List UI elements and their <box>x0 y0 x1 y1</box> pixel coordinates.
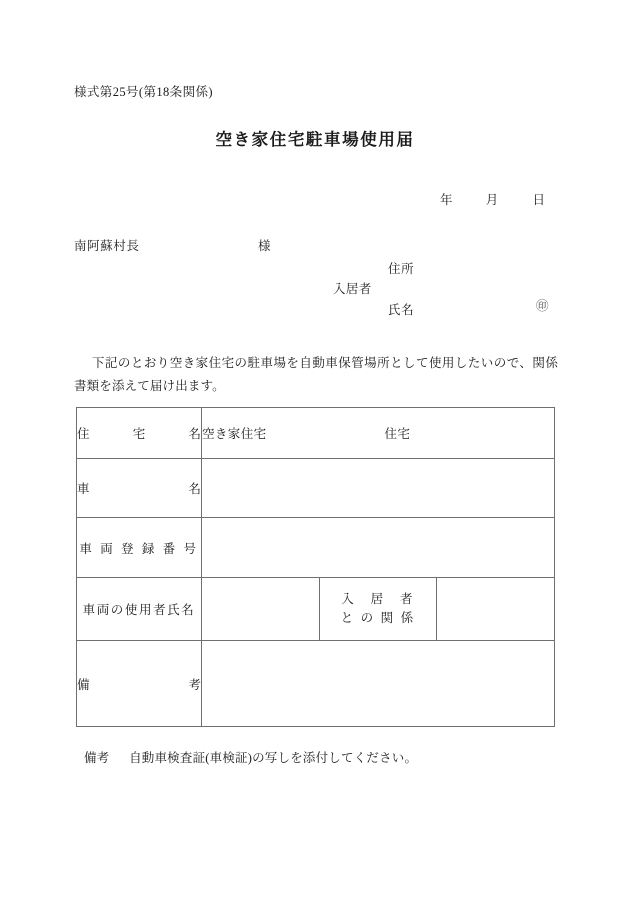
table-row <box>77 459 555 518</box>
footer-note-text: 自動車検査証(車検証)の写しを添付してください。 <box>129 751 418 765</box>
relation-label-line1: 入 居 者 <box>341 591 415 606</box>
label-char: 車 <box>77 482 90 496</box>
housing-name-suffix: 住宅 <box>384 427 411 441</box>
page-title: 空き家住宅駐車場使用届 <box>215 130 415 149</box>
date-month-label: 月 <box>485 193 499 207</box>
addressee-honorific: 様 <box>258 239 271 253</box>
row-label-housing-name <box>77 408 202 459</box>
date-day-label: 日 <box>532 193 546 207</box>
row-value-vehicle-user-name[interactable] <box>202 578 320 641</box>
row-value-relation-to-resident[interactable] <box>437 578 555 641</box>
row-label-vehicle-registration-number <box>77 518 202 578</box>
table-row <box>77 641 555 727</box>
form-table <box>76 407 555 727</box>
applicant-group-label: 入居者 <box>333 282 372 296</box>
table-row <box>77 518 555 578</box>
date-year-label: 年 <box>440 193 453 207</box>
label-text: 車両の使用者氏名 <box>82 603 196 617</box>
relation-label-line2: と の 関 係 <box>340 611 416 625</box>
label-char: 住 <box>77 427 90 441</box>
seal-stamp-icon: ㊞ <box>536 299 549 313</box>
table-row <box>77 408 555 459</box>
row-value-vehicle-registration-number[interactable] <box>202 518 555 578</box>
label-char: 名 <box>188 427 201 441</box>
label-char: 考 <box>188 677 201 692</box>
label-char: 名 <box>188 482 201 496</box>
row-value-vehicle-name[interactable] <box>202 459 555 518</box>
applicant-name-label: 氏名 <box>388 303 415 317</box>
row-label-remarks <box>77 641 202 727</box>
row-label-vehicle-user-name <box>77 578 202 641</box>
table-row <box>77 578 555 641</box>
addressee-name: 南阿蘇村長 <box>74 239 140 253</box>
body-paragraph: 下記のとおり空き家住宅の駐車場を自動車保管場所として使用したいので、関係書類を添えて届け出ます。 <box>74 356 558 394</box>
footer-note-prefix: 備考 <box>84 751 110 765</box>
footer-note <box>84 748 417 766</box>
row-value-remarks[interactable] <box>202 641 555 727</box>
label-char: 宅 <box>132 427 146 441</box>
date-line <box>440 190 545 208</box>
row-value-housing-name[interactable] <box>202 408 555 459</box>
row-label-vehicle-name <box>77 459 202 518</box>
housing-name-prefix: 空き家住宅 <box>202 427 267 441</box>
form-number: 様式第25号(第18条関係) <box>74 85 213 99</box>
label-text: 車 両 登 録 番 号 <box>79 541 199 556</box>
row-label-relation-to-resident <box>319 578 437 641</box>
label-char: 備 <box>77 677 90 692</box>
applicant-address-label: 住所 <box>388 262 415 276</box>
